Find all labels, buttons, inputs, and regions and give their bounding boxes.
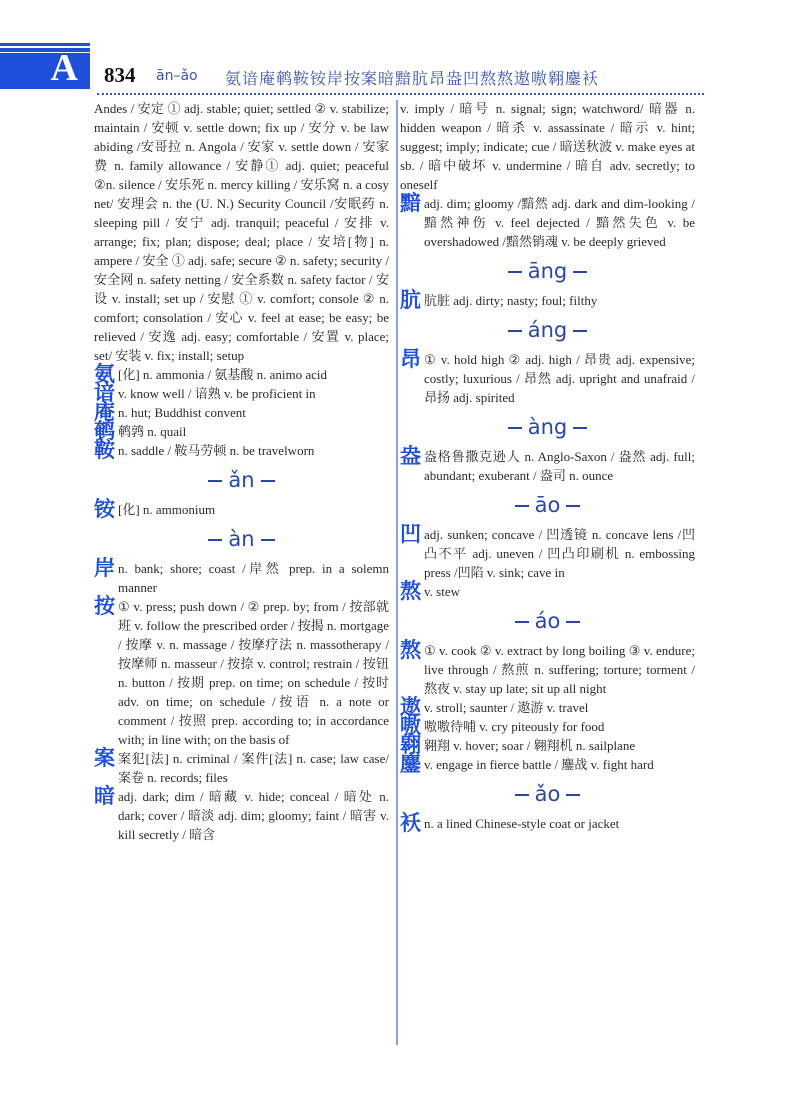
entry-definition: v. stroll; saunter / 遨游 v. travel <box>424 700 589 715</box>
dictionary-entry <box>400 695 695 719</box>
entry-headword: 暗 <box>94 784 115 808</box>
continued-entry-text: Andes / 安定 ① adj. stable; quiet; settled ② v. stabilize; maintain / 安顿 v. settle down; fix up / 安分 v. be law abiding /安哥拉 n. Angola / 安家 v. settle down / 安家费 n. family allowance / 安静① adj. quiet; peaceful ②n. silence / 安乐死 n. mercy killing / 安乐窝 n. a cosy net/ 安理会 n. the (U. N.) Security Council /安眠药 n. sleeping pill / 安宁 adj. tranquil; peaceful / 安排 v. arrange; fix; plan; dispose; deal; place / 安培[物] n. ampere / 安全 ① adj. safe; secure ② n. safety; security / 安全网 n. safety netting / 安全系数 n. safety factor / 安设 v. install; set up / 安慰 ① v. comfort; console ② n. comfort; consolation / 安心 v. feel at ease; be easy; be relieved / 安逸 adj. easy; comfortable / 安置 v. place; set/ 安装 v. fix; install; setup <box>94 101 389 363</box>
section-letter: A <box>50 47 78 89</box>
entry-group <box>400 444 695 485</box>
entry-definition: 嗷嗷待哺 v. cry piteously for food <box>424 719 605 734</box>
dictionary-entry <box>400 733 695 757</box>
entry-headword: 按 <box>94 594 115 618</box>
entry-definition: v. engage in fierce battle / 鏖战 v. fight hard <box>424 757 654 772</box>
dictionary-entry <box>94 556 389 597</box>
pinyin-section-heading <box>94 460 389 500</box>
entry-headword: 盎 <box>400 444 421 468</box>
entry-group <box>94 362 389 462</box>
entry-headword: 黯 <box>400 191 421 215</box>
pinyin-section-label: áng <box>527 318 568 342</box>
entry-definition: 翱翔 v. hover; soar / 翱翔机 n. sailplane <box>424 738 636 753</box>
entry-definition: v. know well / 谙熟 v. be proficient in <box>118 386 316 401</box>
entry-headword: 氨 <box>94 362 115 386</box>
pinyin-section-label: āo <box>534 493 561 517</box>
dictionary-entry <box>94 400 389 424</box>
entry-definition: n. bank; shore; coast /岸然 prep. in a solemn manner <box>118 561 389 595</box>
dictionary-entry <box>94 381 389 405</box>
section-letter-tab <box>0 46 90 89</box>
entry-group <box>94 497 389 521</box>
right-column <box>400 99 695 833</box>
pinyin-section-heading <box>400 407 695 447</box>
pinyin-section-label: ǎn <box>228 468 255 492</box>
entry-definition: ① v. hold high ② adj. high / 昂贵 adj. expensive; costly; luxurious / 昂然 adj. upright and unafraid / 昂扬 adj. spirited <box>424 352 695 405</box>
dictionary-entry <box>94 438 389 462</box>
entry-group <box>400 638 695 776</box>
entry-definition: adj. dark; dim / 暗藏 v. hide; conceal / 暗处 n. dark; cover / 暗淡 adj. dim; gloomy; faint / 暗害 v. kill secretly / 暗含 <box>118 789 389 842</box>
entry-definition: [化] n. ammonia / 氨基酸 n. animo acid <box>118 367 328 382</box>
entry-headword: 鞍 <box>94 438 115 462</box>
dictionary-entry <box>400 752 695 776</box>
dictionary-entry <box>94 419 389 443</box>
dictionary-entry <box>94 362 389 386</box>
pinyin-range: ān–ǎo <box>156 68 198 84</box>
dictionary-entry <box>400 579 695 603</box>
pinyin-section-label: àng <box>527 415 568 439</box>
entry-headword: 案 <box>94 746 115 770</box>
entry-definition: n. a lined Chinese-style coat or jacket <box>424 816 620 831</box>
pinyin-section-heading <box>400 774 695 814</box>
entry-group <box>400 191 695 251</box>
pinyin-section-label: áo <box>534 609 561 633</box>
entry-headword: 凹 <box>400 522 421 546</box>
header-dotted-rule <box>97 93 704 95</box>
dictionary-entry <box>400 714 695 738</box>
entry-group <box>400 811 695 835</box>
entry-definition: 鹌鹑 n. quail <box>118 424 187 439</box>
pinyin-section-heading <box>400 601 695 641</box>
entry-definition: v. stew <box>424 584 460 599</box>
entry-headword: 谙 <box>94 381 115 405</box>
dictionary-entry <box>400 811 695 835</box>
entry-group <box>400 522 695 603</box>
entry-headword: 肮 <box>400 288 421 312</box>
dictionary-entry <box>400 288 695 312</box>
entry-headword: 遨 <box>400 695 421 719</box>
entry-headword: 鹌 <box>94 419 115 443</box>
pinyin-section-label: àn <box>228 527 255 551</box>
entry-headword: 岸 <box>94 556 115 580</box>
entry-headword: 鏖 <box>400 752 421 776</box>
entry-definition: [化] n. ammonium <box>118 502 216 517</box>
continued-entry-text: v. imply / 暗号 n. signal; sign; watchword/ 暗器 n. hidden weapon / 暗杀 v. assassinate / 暗示 v. hint; suggest; imply; indicate; cue / 暗送秋波 v. make eyes at sb. / 暗中破坏 v. undermine / 暗自 adv. secretly; to oneself <box>400 101 695 192</box>
entry-definition: 肮脏 adj. dirty; nasty; foul; filthy <box>424 293 598 308</box>
left-column <box>94 99 389 844</box>
dictionary-entry <box>94 497 389 521</box>
entry-headword: 昂 <box>400 347 421 371</box>
entry-definition: 盎格鲁撒克逊人 n. Anglo-Saxon / 盎然 adj. full; abundant; exuberant / 盎司 n. ounce <box>424 449 695 483</box>
pinyin-section-heading <box>400 251 695 291</box>
entry-definition: adj. dim; gloomy /黯然 adj. dark and dim-looking /黯然神伤 v. feel dejected / 黯然失色 v. be overshadowed /黯然销魂 v. be deeply grieved <box>424 196 695 249</box>
page-number: 834 <box>104 63 136 87</box>
entry-definition: 案犯[法] n. criminal / 案件[法] n. case; law case/ 案卷 n. records; files <box>118 751 389 785</box>
headwords-summary: 氨谙庵鹌鞍铵岸按案暗黯肮昂盎凹熬熬遨嗷翱鏖袄 <box>225 71 600 88</box>
pinyin-section-heading <box>400 310 695 350</box>
dictionary-entry <box>400 444 695 485</box>
dictionary-entry <box>400 638 695 698</box>
dictionary-entry <box>94 746 389 787</box>
entry-headword: 嗷 <box>400 714 421 738</box>
entry-group <box>400 288 695 312</box>
pinyin-section-heading <box>400 485 695 525</box>
dictionary-entry <box>400 347 695 407</box>
entry-definition: ① v. press; push down / ② prep. by; from / 按部就班 v. follow the prescribed order / 按揭 n. mortgage / 按摩 v. n. massage / 按摩疗法 n. massotherapy / 按摩师 n. masseur / 按捺 v. control; restrain / 按钮 n. button / 按期 prep. on time; on schedule / 按时 adv. on time; on schedule /按语 n. a note or comment / 按照 prep. according to; in accordance with; in line with; on the basis of <box>118 599 390 747</box>
entry-group <box>400 347 695 407</box>
entry-definition: n. hut; Buddhist convent <box>118 405 246 420</box>
column-divider <box>396 100 398 1045</box>
entry-definition: n. saddle / 鞍马劳顿 n. be travelworn <box>118 443 315 458</box>
entry-headword: 熬 <box>400 579 421 603</box>
dictionary-entry <box>94 784 389 844</box>
pinyin-section-label: ǎo <box>534 782 561 806</box>
pinyin-section-label: āng <box>527 259 568 283</box>
entry-headword: 铵 <box>94 497 115 521</box>
entry-headword: 熬 <box>400 638 421 662</box>
entry-headword: 庵 <box>94 400 115 424</box>
entry-headword: 翱 <box>400 733 421 757</box>
dictionary-entry <box>94 594 390 749</box>
dictionary-entry <box>400 522 695 582</box>
entry-definition: adj. sunken; concave / 凹透镜 n. concave lens /凹凸不平 adj. uneven / 凹凸印刷机 n. embossing press /凹陷 v. sink; cave in <box>424 527 695 580</box>
pinyin-section-heading <box>94 519 389 559</box>
dictionary-entry <box>400 191 695 251</box>
entry-headword: 袄 <box>400 811 421 835</box>
entry-group <box>94 556 390 844</box>
entry-definition: ① v. cook ② v. extract by long boiling ③ v. endure; live through / 熬煎 n. suffering; torture; torment / 熬夜 v. stay up late; sit up all night <box>424 643 695 696</box>
